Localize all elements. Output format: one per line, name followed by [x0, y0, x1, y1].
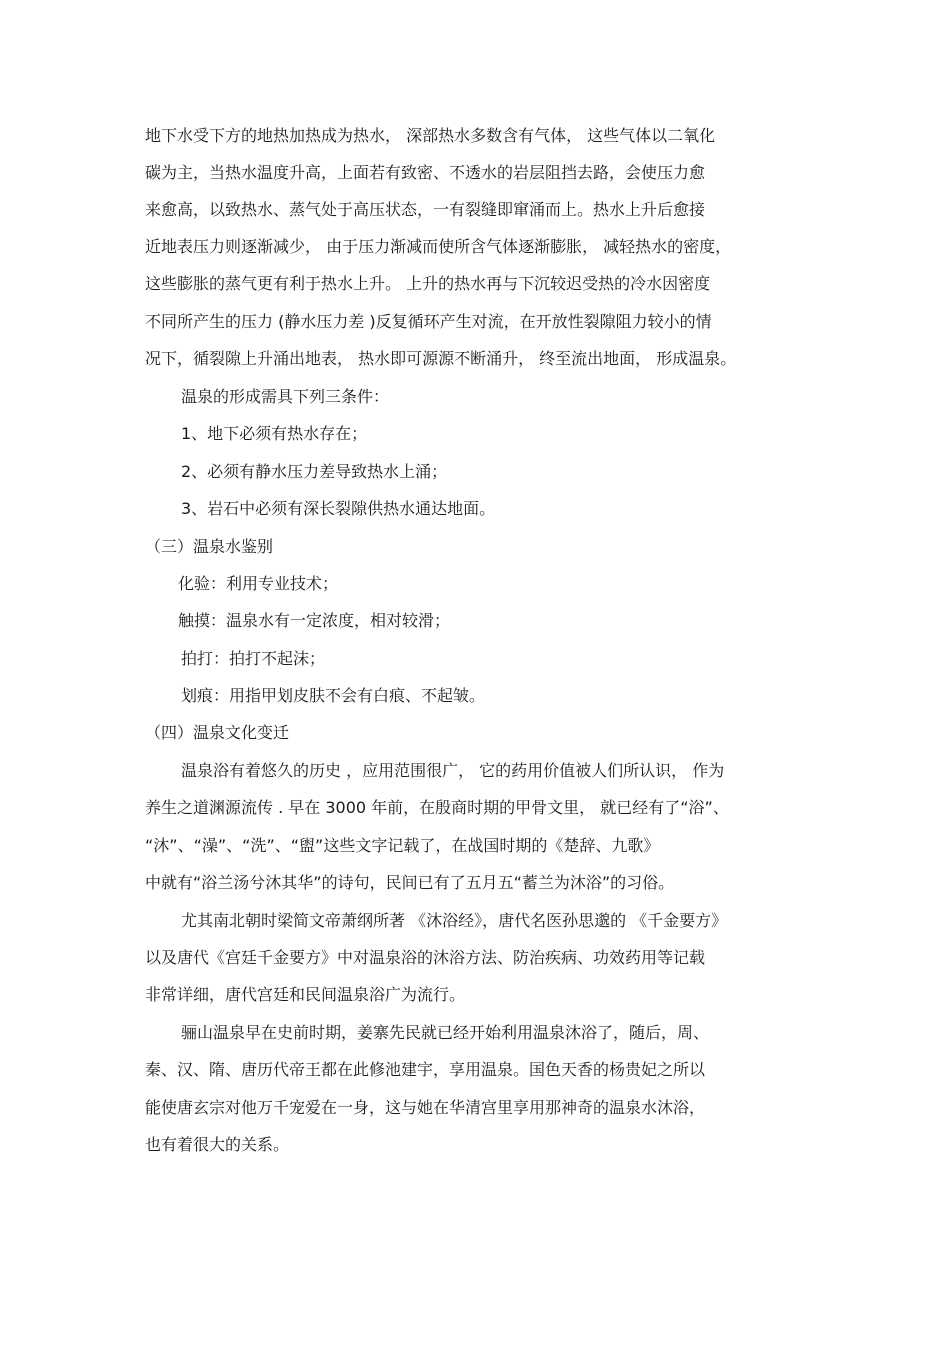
- body-text-line: 地下水受下方的地热加热成为热水， 深部热水多数含有气体， 这些气体以二氧化: [145, 126, 716, 145]
- list-item: 2、必须有静水压力差导致热水上涌；: [181, 462, 448, 481]
- body-text-line: 骊山温泉早在史前时期，姜寨先民就已经开始利用温泉沐浴了，随后，周、: [181, 1023, 710, 1042]
- body-text-line: 不同所产生的压力 (静水压力差 )反复循环产生对流，在开放性裂隙阻力较小的情: [145, 312, 712, 331]
- body-text-line: 以及唐代《宫廷千金要方》中对温泉浴的沐浴方法、防治疾病、功效药用等记载: [145, 948, 706, 967]
- body-text-line: 尤其南北朝时梁简文帝萧纲所著 《沐浴经》，唐代名医孙思邈的 《千金要方》: [181, 911, 728, 930]
- body-text-line: 况下，循裂隙上升涌出地表， 热水即可源源不断涌升， 终至流出地面， 形成温泉。: [145, 349, 737, 368]
- list-item: 触摸：温泉水有一定浓度，相对较滑；: [178, 611, 451, 630]
- conditions-intro: 温泉的形成需具下列三条件：: [181, 387, 390, 406]
- section-heading: （四）温泉文化变迁: [145, 723, 290, 742]
- body-text-line: 能使唐玄宗对他万千宠爱在一身，这与她在华清宫里享用那神奇的温泉水沐浴，: [145, 1098, 706, 1117]
- body-text-line: 碳为主，当热水温度升高，上面若有致密、不透水的岩层阻挡去路，会使压力愈: [145, 163, 706, 182]
- section-heading: （三）温泉水鉴别: [145, 537, 274, 556]
- body-text-line: 也有着很大的关系。: [145, 1135, 290, 1154]
- body-text-line: 养生之道渊源流传 . 早在 3000 年前，在殷商时期的甲骨文里， 就已经有了“浴”、: [145, 798, 729, 817]
- list-item: 拍打：拍打不起沫；: [181, 649, 326, 668]
- body-text-line: 来愈高，以致热水、蒸气处于高压状态，一有裂缝即窜涌而上。热水上升后愈接: [145, 200, 706, 219]
- body-text-line: 非常详细，唐代宫廷和民间温泉浴广为流行。: [145, 985, 466, 1004]
- body-text-line: “沐”、“澡”、“洗”、“盥”这些文字记载了，在战国时期的《楚辞、九歌》: [145, 836, 660, 855]
- list-item: 化验：利用专业技术；: [178, 574, 339, 593]
- body-text-line: 温泉浴有着悠久的历史 ，应用范围很广， 它的药用价值被人们所认识， 作为: [181, 761, 725, 780]
- list-item: 划痕：用指甲划皮肤不会有白痕、不起皱。: [181, 686, 486, 705]
- body-text-line: 这些膨胀的蒸气更有利于热水上升。 上升的热水再与下沉较迟受热的冷水因密度: [145, 274, 711, 293]
- list-item: 1、地下必须有热水存在；: [181, 424, 368, 443]
- body-text-line: 近地表压力则逐渐减少， 由于压力渐减而使所含气体逐渐膨胀， 减轻热水的密度，: [145, 237, 732, 256]
- body-text-line: 秦、汉、隋、唐历代帝王都在此修池建宇，享用温泉。国色天香的杨贵妃之所以: [145, 1060, 706, 1079]
- list-item: 3、岩石中必须有深长裂隙供热水通达地面。: [181, 499, 496, 518]
- body-text-line: 中就有“浴兰汤兮沐其华”的诗句，民间已有了五月五“蓄兰为沐浴”的习俗。: [145, 873, 675, 892]
